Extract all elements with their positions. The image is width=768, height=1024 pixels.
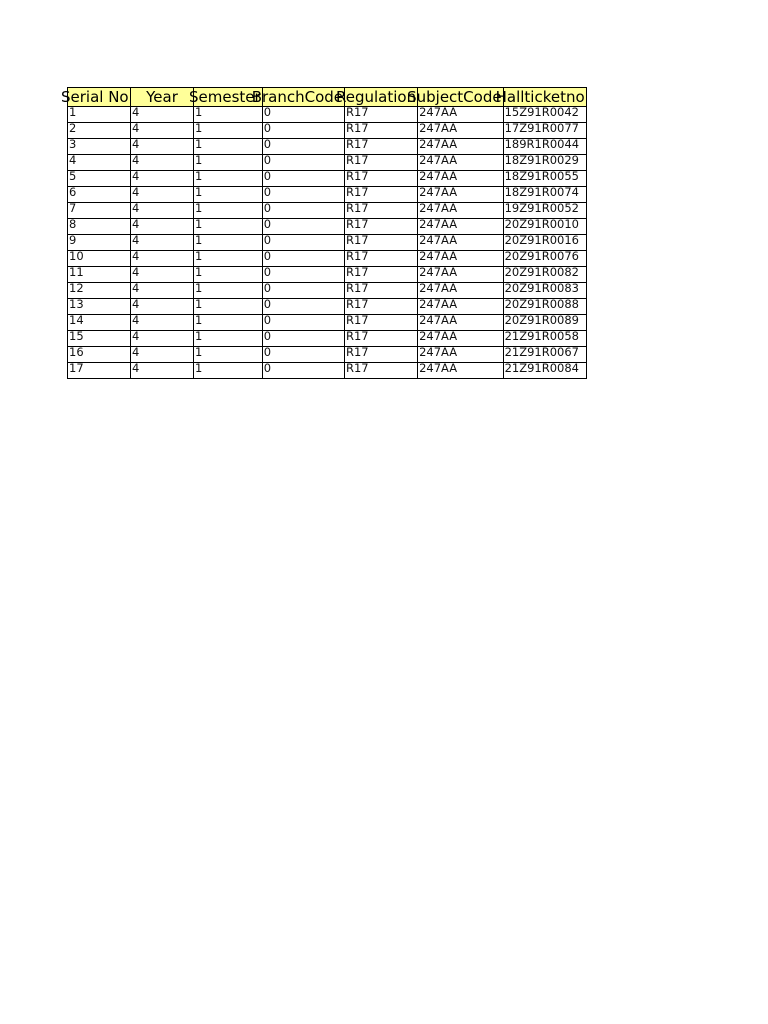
cell-value: 2 bbox=[69, 121, 77, 135]
cell-serial-no[interactable] bbox=[68, 123, 131, 139]
cell-value: 247AA bbox=[419, 361, 458, 375]
cell-year[interactable] bbox=[131, 203, 194, 219]
cell-value: 0 bbox=[263, 297, 272, 311]
cell-branch-code[interactable] bbox=[262, 155, 344, 171]
cell-value: 4 bbox=[132, 345, 140, 359]
cell-value: 1 bbox=[195, 265, 203, 279]
cell-value: 247AA bbox=[419, 185, 458, 199]
cell-branch-code[interactable] bbox=[262, 123, 344, 139]
cell-value: 4 bbox=[132, 281, 140, 295]
cell-value: 19Z91R0052 bbox=[504, 201, 579, 215]
cell-value: 247AA bbox=[419, 217, 458, 231]
cell-semester[interactable] bbox=[194, 347, 263, 363]
cell-year[interactable] bbox=[131, 155, 194, 171]
cell-value: R17 bbox=[346, 121, 369, 135]
cell-branch-code[interactable] bbox=[262, 251, 344, 267]
cell-value: R17 bbox=[346, 281, 369, 295]
cell-value: 1 bbox=[195, 153, 203, 167]
cell-year[interactable] bbox=[131, 315, 194, 331]
cell-value: 247AA bbox=[419, 105, 458, 119]
cell-value: 247AA bbox=[419, 297, 458, 311]
cell-regulation[interactable] bbox=[345, 363, 418, 379]
cell-value: 4 bbox=[132, 121, 140, 135]
cell-value: 20Z91R0083 bbox=[504, 281, 579, 295]
header-subject-code-label: SubjectCode bbox=[407, 88, 502, 106]
cell-year[interactable] bbox=[131, 171, 194, 187]
cell-value: 247AA bbox=[419, 265, 458, 279]
cell-serial-no[interactable] bbox=[68, 219, 131, 235]
cell-semester[interactable] bbox=[194, 171, 263, 187]
table-body bbox=[68, 107, 587, 379]
cell-value: 16 bbox=[69, 345, 84, 359]
header-subject-code[interactable] bbox=[407, 88, 503, 107]
cell-value: R17 bbox=[346, 313, 369, 327]
cell-value: 0 bbox=[263, 265, 272, 279]
cell-value: R17 bbox=[346, 217, 369, 231]
cell-value: 20Z91R0082 bbox=[504, 265, 579, 279]
cell-semester[interactable] bbox=[194, 283, 263, 299]
cell-value: R17 bbox=[346, 249, 369, 263]
cell-branch-code[interactable] bbox=[262, 283, 344, 299]
cell-value: R17 bbox=[346, 201, 369, 215]
cell-value: 1 bbox=[195, 137, 203, 151]
cell-semester[interactable] bbox=[194, 235, 263, 251]
cell-value: R17 bbox=[346, 345, 369, 359]
cell-value: R17 bbox=[346, 105, 369, 119]
cell-value: 20Z91R0076 bbox=[504, 249, 579, 263]
cell-value: 4 bbox=[132, 329, 140, 343]
cell-value: 1 bbox=[195, 329, 203, 343]
cell-value: 1 bbox=[195, 313, 203, 327]
cell-value: 0 bbox=[263, 313, 272, 327]
cell-branch-code[interactable] bbox=[262, 299, 344, 315]
spreadsheet-table bbox=[61, 87, 587, 379]
cell-branch-code[interactable] bbox=[262, 139, 344, 155]
cell-branch-code[interactable] bbox=[262, 219, 344, 235]
cell-value: 1 bbox=[69, 105, 77, 119]
cell-value: 0 bbox=[263, 217, 272, 231]
cell-value: 1 bbox=[195, 105, 203, 119]
table-row bbox=[68, 363, 587, 379]
cell-serial-no[interactable] bbox=[68, 203, 131, 219]
cell-value: 4 bbox=[132, 105, 140, 119]
cell-year[interactable] bbox=[131, 331, 194, 347]
cell-semester[interactable] bbox=[194, 251, 263, 267]
cell-year[interactable] bbox=[131, 299, 194, 315]
cell-serial-no[interactable] bbox=[68, 107, 131, 123]
cell-branch-code[interactable] bbox=[262, 171, 344, 187]
cell-value: 189R1R0044 bbox=[504, 137, 580, 151]
cell-value: 4 bbox=[132, 153, 140, 167]
cell-value: 0 bbox=[263, 169, 272, 183]
cell-value: 12 bbox=[69, 281, 84, 295]
cell-value: R17 bbox=[346, 297, 369, 311]
cell-branch-code[interactable] bbox=[262, 107, 344, 123]
cell-value: 4 bbox=[132, 265, 140, 279]
cell-semester[interactable] bbox=[194, 107, 263, 123]
cell-value: 0 bbox=[263, 281, 272, 295]
cell-value: 17 bbox=[69, 361, 84, 375]
cell-semester[interactable] bbox=[194, 331, 263, 347]
cell-value: 247AA bbox=[419, 169, 458, 183]
cell-value: 0 bbox=[263, 233, 272, 247]
cell-value: 247AA bbox=[419, 201, 458, 215]
cell-value: 4 bbox=[132, 169, 140, 183]
cell-year[interactable] bbox=[131, 283, 194, 299]
cell-value: 1 bbox=[195, 217, 203, 231]
cell-value: 18Z91R0074 bbox=[504, 185, 579, 199]
cell-semester[interactable] bbox=[194, 267, 263, 283]
header-hallticketno[interactable] bbox=[495, 88, 586, 107]
cell-value: 21Z91R0067 bbox=[504, 345, 579, 359]
cell-value: 3 bbox=[69, 137, 77, 151]
cell-semester[interactable] bbox=[194, 155, 263, 171]
cell-value: 1 bbox=[195, 361, 203, 375]
cell-value: 1 bbox=[195, 249, 203, 263]
cell-value: 1 bbox=[195, 169, 203, 183]
cell-value: 247AA bbox=[419, 137, 458, 151]
cell-value: 20Z91R0010 bbox=[504, 217, 579, 231]
cell-value: 10 bbox=[69, 249, 84, 263]
cell-value: 1 bbox=[195, 121, 203, 135]
cell-value: 1 bbox=[195, 201, 203, 215]
cell-year[interactable] bbox=[131, 107, 194, 123]
cell-year[interactable] bbox=[131, 123, 194, 139]
cell-value: 0 bbox=[263, 201, 272, 215]
cell-year[interactable] bbox=[131, 347, 194, 363]
cell-value: 14 bbox=[69, 313, 84, 327]
header-semester-label: Semester bbox=[189, 88, 261, 106]
cell-value: 20Z91R0088 bbox=[504, 297, 579, 311]
cell-semester[interactable] bbox=[194, 315, 263, 331]
cell-value: 4 bbox=[132, 217, 140, 231]
header-branch-code[interactable] bbox=[251, 88, 344, 107]
header-hallticketno-label: Hallticketno bbox=[495, 88, 585, 106]
cell-value: 247AA bbox=[419, 329, 458, 343]
cell-value: R17 bbox=[346, 185, 369, 199]
cell-value: 1 bbox=[195, 345, 203, 359]
cell-value: R17 bbox=[346, 153, 369, 167]
cell-branch-code[interactable] bbox=[262, 347, 344, 363]
cell-value: 8 bbox=[69, 217, 77, 231]
cell-value: 21Z91R0058 bbox=[504, 329, 579, 343]
cell-semester[interactable] bbox=[194, 219, 263, 235]
cell-value: 0 bbox=[263, 185, 272, 199]
cell-value: 18Z91R0055 bbox=[504, 169, 579, 183]
header-year[interactable] bbox=[131, 88, 194, 107]
cell-value: 20Z91R0016 bbox=[504, 233, 579, 247]
cell-year[interactable] bbox=[131, 251, 194, 267]
cell-branch-code[interactable] bbox=[262, 363, 344, 379]
header-year-label: Year bbox=[146, 88, 178, 106]
cell-value: 4 bbox=[132, 137, 140, 151]
cell-value: 0 bbox=[263, 329, 272, 343]
cell-value: 11 bbox=[69, 265, 84, 279]
cell-branch-code[interactable] bbox=[262, 235, 344, 251]
cell-year[interactable] bbox=[131, 187, 194, 203]
cell-value: 9 bbox=[69, 233, 77, 247]
cell-value: 4 bbox=[132, 233, 140, 247]
header-branch-code-label: BranchCode bbox=[251, 88, 343, 106]
cell-semester[interactable] bbox=[194, 123, 263, 139]
cell-semester[interactable] bbox=[194, 203, 263, 219]
cell-value: 247AA bbox=[419, 281, 458, 295]
cell-branch-code[interactable] bbox=[262, 315, 344, 331]
cell-value: 1 bbox=[195, 297, 203, 311]
cell-year[interactable] bbox=[131, 139, 194, 155]
cell-value: 5 bbox=[69, 169, 77, 183]
cell-value: R17 bbox=[346, 265, 369, 279]
cell-value: 247AA bbox=[419, 249, 458, 263]
header-row bbox=[68, 88, 587, 107]
header-serial-no[interactable] bbox=[61, 88, 131, 107]
cell-year[interactable] bbox=[131, 235, 194, 251]
cell-value: 0 bbox=[263, 121, 272, 135]
cell-value: 0 bbox=[263, 153, 272, 167]
cell-value: 0 bbox=[263, 249, 272, 263]
cell-year[interactable] bbox=[131, 363, 194, 379]
cell-value: 13 bbox=[69, 297, 84, 311]
cell-branch-code[interactable] bbox=[262, 203, 344, 219]
cell-value: 0 bbox=[263, 105, 272, 119]
cell-serial-no[interactable] bbox=[68, 187, 131, 203]
cell-value: 4 bbox=[69, 153, 77, 167]
cell-value: R17 bbox=[346, 361, 369, 375]
cell-value: 15Z91R0042 bbox=[504, 105, 579, 119]
cell-value: 4 bbox=[132, 249, 140, 263]
cell-value: 4 bbox=[132, 201, 140, 215]
cell-value: 247AA bbox=[419, 233, 458, 247]
cell-value: 15 bbox=[69, 329, 84, 343]
cell-serial-no[interactable] bbox=[68, 155, 131, 171]
cell-hallticketno[interactable] bbox=[503, 363, 586, 379]
cell-semester[interactable] bbox=[194, 139, 263, 155]
cell-value: 247AA bbox=[419, 153, 458, 167]
cell-value: R17 bbox=[346, 233, 369, 247]
cell-branch-code[interactable] bbox=[262, 331, 344, 347]
cell-value: 0 bbox=[263, 137, 272, 151]
cell-serial-no[interactable] bbox=[68, 363, 131, 379]
header-serial-no-label: Serial No bbox=[61, 88, 129, 106]
cell-value: 18Z91R0029 bbox=[504, 153, 579, 167]
cell-value: R17 bbox=[346, 169, 369, 183]
cell-value: 20Z91R0089 bbox=[504, 313, 579, 327]
cell-value: 4 bbox=[132, 313, 140, 327]
cell-value: 0 bbox=[263, 345, 272, 359]
cell-value: 1 bbox=[195, 233, 203, 247]
cell-semester[interactable] bbox=[194, 299, 263, 315]
cell-semester[interactable] bbox=[194, 363, 263, 379]
cell-value: 7 bbox=[69, 201, 77, 215]
cell-value: R17 bbox=[346, 329, 369, 343]
cell-value: 4 bbox=[132, 297, 140, 311]
cell-value: 21Z91R0084 bbox=[504, 361, 579, 375]
cell-subject-code[interactable] bbox=[418, 363, 503, 379]
cell-value: R17 bbox=[346, 137, 369, 151]
cell-branch-code[interactable] bbox=[262, 267, 344, 283]
cell-branch-code[interactable] bbox=[262, 187, 344, 203]
cell-value: 247AA bbox=[419, 345, 458, 359]
cell-value: 1 bbox=[195, 185, 203, 199]
cell-year[interactable] bbox=[131, 267, 194, 283]
cell-serial-no[interactable] bbox=[68, 171, 131, 187]
cell-semester[interactable] bbox=[194, 187, 263, 203]
cell-value: 247AA bbox=[419, 121, 458, 135]
header-regulation-label: Regulation bbox=[336, 88, 417, 106]
cell-value: 6 bbox=[69, 185, 77, 199]
cell-year[interactable] bbox=[131, 219, 194, 235]
cell-serial-no[interactable] bbox=[68, 139, 131, 155]
cell-value: 17Z91R0077 bbox=[504, 121, 579, 135]
cell-value: 4 bbox=[132, 361, 140, 375]
cell-value: 4 bbox=[132, 185, 140, 199]
cell-value: 1 bbox=[195, 281, 203, 295]
cell-value: 0 bbox=[263, 361, 272, 375]
cell-value: 247AA bbox=[419, 313, 458, 327]
